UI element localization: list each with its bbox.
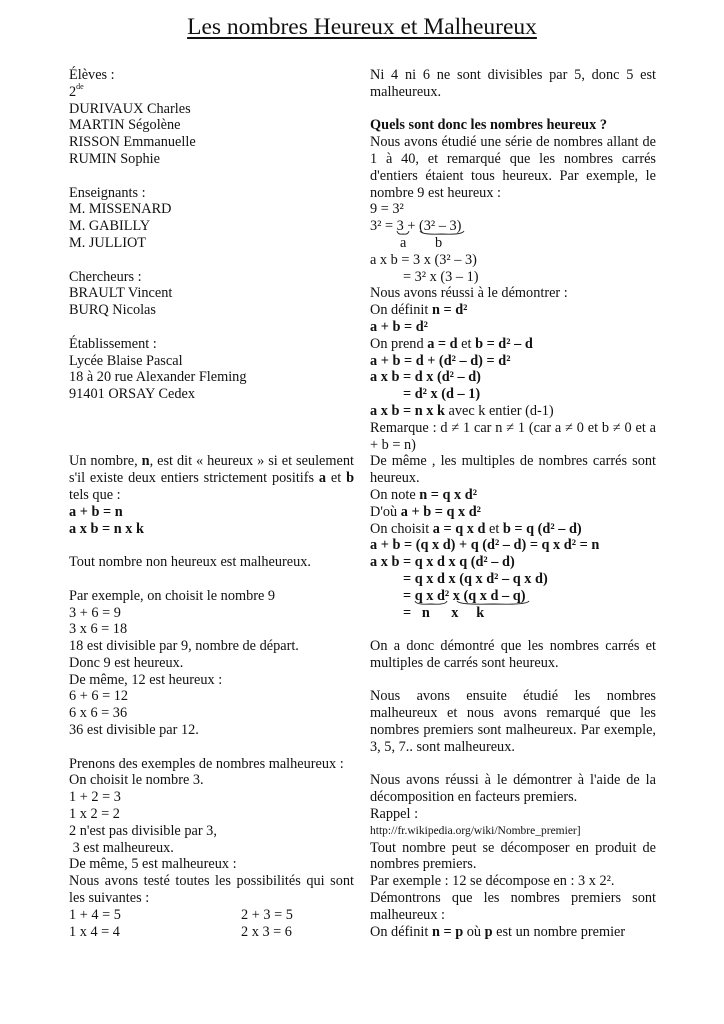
remarque-paragraph: Remarque : d ≠ 1 car n ≠ 1 (car a ≠ 0 et b ≠ 0 et a + b = n) [370, 419, 656, 453]
equation-line: a x b = 3 x (3² – 3) [370, 251, 477, 268]
test-paragraph: Nous avons testé toutes les possibilités qui sont les suivantes : [69, 873, 354, 907]
malheureux-definition: Tout nombre non heureux est malheureux. [69, 554, 311, 571]
test-row: 1 + 4 = 5 2 + 3 = 5 [69, 906, 293, 923]
example-line: 18 est divisible par 9, nombre de départ. [69, 638, 299, 655]
underbrace-a [396, 230, 410, 238]
enseignants-label: Enseignants : [69, 184, 146, 201]
eleve-name: MARTIN Ségolène [69, 117, 181, 134]
chercheur-name: BRAULT Vincent [69, 285, 173, 302]
etablissement-line: 91401 ORSAY Cedex [69, 386, 196, 403]
example-line: Par exemple, on choisit le nombre 9 [69, 587, 276, 604]
proof-line: a x b = d x (d² – d) [370, 369, 481, 386]
definition-product: a x b = n x k [69, 520, 144, 537]
proof-line: a x b = q x d x q (d² – d) [370, 554, 515, 571]
underbrace-n [414, 600, 448, 608]
right-column [370, 67, 656, 940]
intro-paragraph: Nous avons étudié une série de nombres allant de 1 à 40, et remarqué que les nombres carrés d'entiers étaient tous heureux. Par exemple, le nombre 9 est heureux : [370, 134, 656, 201]
malheureux-line: De même, 5 est malheureux : [69, 856, 237, 873]
malheureux-line: 1 x 2 = 2 [69, 806, 120, 823]
eleves-label: Élèves : [69, 67, 115, 83]
proof-line: a + b = d² [370, 318, 428, 335]
malheureux-line: On choisit le nombre 3. [69, 772, 204, 789]
rappel-label: Rappel : [370, 806, 419, 823]
proof-line: a x b = n x k avec k entier (d-1) [370, 402, 554, 419]
multiples-paragraph: De même , les multiples de nombres carrés sont heureux. [370, 453, 656, 487]
example-line: De même, 12 est heureux : [69, 671, 223, 688]
malheureux-line: Prenons des exemples de nombres malheureux : [69, 755, 344, 772]
etablissement-line: Lycée Blaise Pascal [69, 352, 183, 369]
proof-line: a + b = (q x d) + q (d² – d) = q x d² = n [370, 537, 600, 554]
malheureux-line: 1 + 2 = 3 [69, 789, 121, 806]
proof-line: On choisit a = q x d et b = q (d² – d) [370, 520, 582, 537]
equation-line: = 3² x (3 – 1) [403, 268, 479, 285]
proof-line: On prend a = d et b = d² – d [370, 335, 533, 352]
section-heading: Quels sont donc les nombres heureux ? [370, 117, 607, 134]
conclusion-paragraph: On a donc démontré que les nombres carrés et multiples de carrés sont heureux. [370, 638, 656, 671]
demo-line: Nous avons réussi à le démontrer : [370, 285, 568, 302]
etablissement-line: 18 à 20 rue Alexander Fleming [69, 369, 247, 386]
example-line: Donc 9 est heureux. [69, 654, 184, 671]
example-line: 3 x 6 = 18 [69, 621, 128, 638]
wikipedia-link[interactable]: http://fr.wikipedia.org/wiki/Nombre_premier] [370, 824, 581, 837]
enseignant-name: M. JULLIOT [69, 234, 147, 251]
eleve-name: RISSON Emmanuelle [69, 134, 196, 151]
example-12: Par exemple : 12 se décompose en : 3 x 2². [370, 873, 615, 890]
eleve-name: RUMIN Sophie [69, 150, 160, 167]
example-line: 36 est divisible par 12. [69, 722, 199, 739]
proof-line: = d² x (d – 1) [403, 386, 481, 403]
reussi-paragraph: Nous avons réussi à le démontrer à l'aide de la décomposition en facteurs premiers. [370, 772, 656, 806]
proof-line: On définit n = d² [370, 302, 468, 319]
proof-line: D'où a + b = q x d² [370, 503, 481, 520]
example-line: 3 + 6 = 9 [69, 604, 121, 621]
underbrace-b [419, 230, 465, 238]
malheureux-line: 2 n'est pas divisible par 3, [69, 822, 217, 839]
malheureux-line: 3 est malheureux. [69, 839, 174, 856]
classe: 2de [69, 81, 84, 100]
proof-line: = q x d x (q x d² – q x d) [403, 570, 548, 587]
equation-line: 3² = 3 + (3² – 3) [370, 218, 656, 235]
equation-labels: a b [400, 234, 443, 251]
etablissement-label: Établissement : [69, 335, 157, 352]
decomp-paragraph: Tout nombre peut se décomposer en produit de nombres premiers. [370, 839, 656, 873]
proof-line: On note n = q x d² [370, 486, 477, 503]
underbrace-k [456, 600, 530, 608]
premiers-paragraph: Nous avons ensuite étudié les nombres malheureux et nous avons remarqué que les nombres premiers sont malheureux. Par exemple, 3, 5, 7.. sont malheureux. [370, 688, 656, 755]
example-line: 6 + 6 = 12 [69, 688, 129, 705]
left-column [69, 67, 354, 940]
definition-sum: a + b = n [69, 503, 123, 520]
chercheur-name: BURQ Nicolas [69, 302, 156, 319]
page-title: Les nombres Heureux et Malheureux [187, 14, 537, 40]
proof-line: a + b = d + (d² – d) = d² [370, 352, 511, 369]
proof-line: = q x d² x (q x d – q) [370, 588, 656, 605]
test-row: 1 x 4 = 4 2 x 3 = 6 [69, 923, 292, 940]
equation-line: 9 = 3² [370, 201, 404, 218]
proof-line: = n x k [403, 604, 485, 621]
enseignant-name: M. GABILLY [69, 218, 151, 235]
chercheurs-label: Chercheurs : [69, 268, 142, 285]
final-line: On définit n = p où p est un nombre premier [370, 923, 626, 940]
demontrons-paragraph: Démontrons que les nombres premiers sont malheureux : [370, 890, 656, 923]
definition-paragraph: Un nombre, n, est dit « heureux » si et seulement s'il existe deux entiers strictement positifs a et b tels que : [69, 453, 355, 503]
example-line: 6 x 6 = 36 [69, 705, 128, 722]
eleve-name: DURIVAUX Charles [69, 100, 191, 117]
ni-paragraph: Ni 4 ni 6 ne sont divisibles par 5, donc 5 est malheureux. [370, 67, 656, 100]
enseignant-name: M. MISSENARD [69, 201, 172, 218]
